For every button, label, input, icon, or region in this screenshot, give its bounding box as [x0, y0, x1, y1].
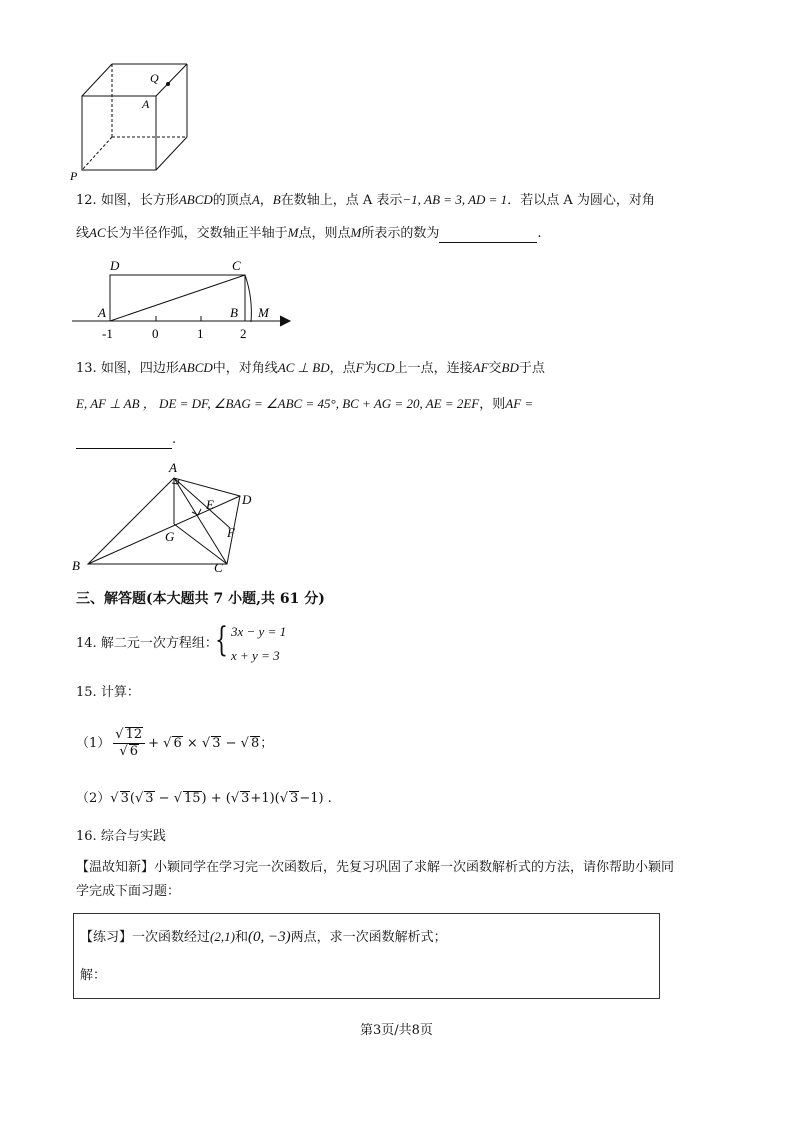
arc-to-m [245, 275, 251, 322]
tick-label-1: 1 [197, 326, 204, 341]
fraction-sqrt12-over-sqrt6: $\frac{√ 12}{√ 6}$ [113, 727, 145, 760]
equation-brace: { [215, 620, 228, 660]
segment-gc [174, 524, 227, 564]
tick-label-2: 2 [240, 326, 247, 341]
cube-label-q: Q [150, 71, 159, 85]
tick-label-neg1: -1 [102, 326, 113, 341]
q15-part1: （1） $\frac{√ 12}{√ 6}$ + √ 6 × √ 3 − √ 8； [76, 727, 274, 759]
q13-line2: E, AF ⊥ AB ， DE = DF, ∠BAG = ∠ABC = 45°, BC + AG = 20, AE = 2EF，则AF = [76, 396, 534, 412]
label-d: D [110, 258, 120, 273]
q14-equation-2: x + y = 3 [231, 648, 280, 663]
q16-intro-line2: 学完成下面习题： [76, 884, 181, 899]
quadrilateral-figure [68, 458, 268, 576]
q14-equation-1: 3x − y = 1 [231, 624, 287, 639]
quad-label-a: A [169, 460, 177, 475]
label-b: B [230, 305, 238, 320]
quad-label-e: E [206, 497, 214, 512]
tick-label-0: 0 [152, 326, 159, 341]
cube-label-a: A [142, 97, 150, 111]
quad-label-c: C [214, 560, 223, 575]
q13-line3: . [76, 431, 176, 449]
label-c: C [232, 258, 241, 273]
quad-label-b: B [72, 558, 80, 573]
practice-line1: 【练习】一次函数经过(2,1)和(0, −3)两点，求一次函数解析式； [80, 929, 447, 945]
diagonal-ac [174, 478, 227, 564]
q16-intro-line1: 【温故知新】小颖同学在学习完一次函数后，先复习巩固了求解一次函数解析式的方法，请你帮助小颖同 [76, 860, 675, 875]
quad-abcd [88, 478, 240, 564]
numberline-figure [70, 254, 300, 344]
practice-box [73, 913, 660, 999]
practice-solution-label: 解： [80, 968, 107, 983]
q12-line2: 线AC长为半径作弧，交数轴正半轴于M点，则点M所表示的数为 . [76, 225, 542, 241]
point-q-dot [166, 82, 170, 86]
cube-figure [70, 58, 200, 183]
q13-line1: 13. 如图，四边形ABCD中，对角线AC ⊥ BD，点F为CD上一点，连接AF交BD于点 [76, 360, 545, 376]
label-m: M [258, 305, 269, 320]
q15-part2: （2）√ 3(√ 3 − √ 15) + (√ 3+1)(√ 3−1) . [76, 791, 332, 806]
section-heading: 三、解答题(本大题共 7 小题,共 61 分) [76, 591, 325, 607]
q14-prompt: 14. 解二元一次方程组： [76, 636, 218, 651]
answer-blank-12[interactable] [439, 228, 537, 243]
answer-blank-13[interactable] [76, 434, 172, 449]
diagonal-ac [110, 275, 245, 321]
cube-label-p: P [70, 169, 78, 183]
q16-title: 16. 综合与实践 [76, 829, 166, 844]
diagonal-bd [88, 496, 240, 564]
label-a: A [98, 305, 106, 320]
q15-prompt: 15. 计算： [76, 685, 140, 700]
quad-label-d: D [242, 492, 252, 507]
page-number: 第3页/共8页 [360, 1023, 433, 1038]
quad-label-g: G [165, 529, 175, 544]
quad-label-f: F [227, 525, 235, 540]
q12-line1: 12. 如图，长方形ABCD的顶点A，B在数轴上，点 A 表示−1, AB = 3, AD = 1．若以点 A 为圆心，对角 [76, 192, 655, 208]
